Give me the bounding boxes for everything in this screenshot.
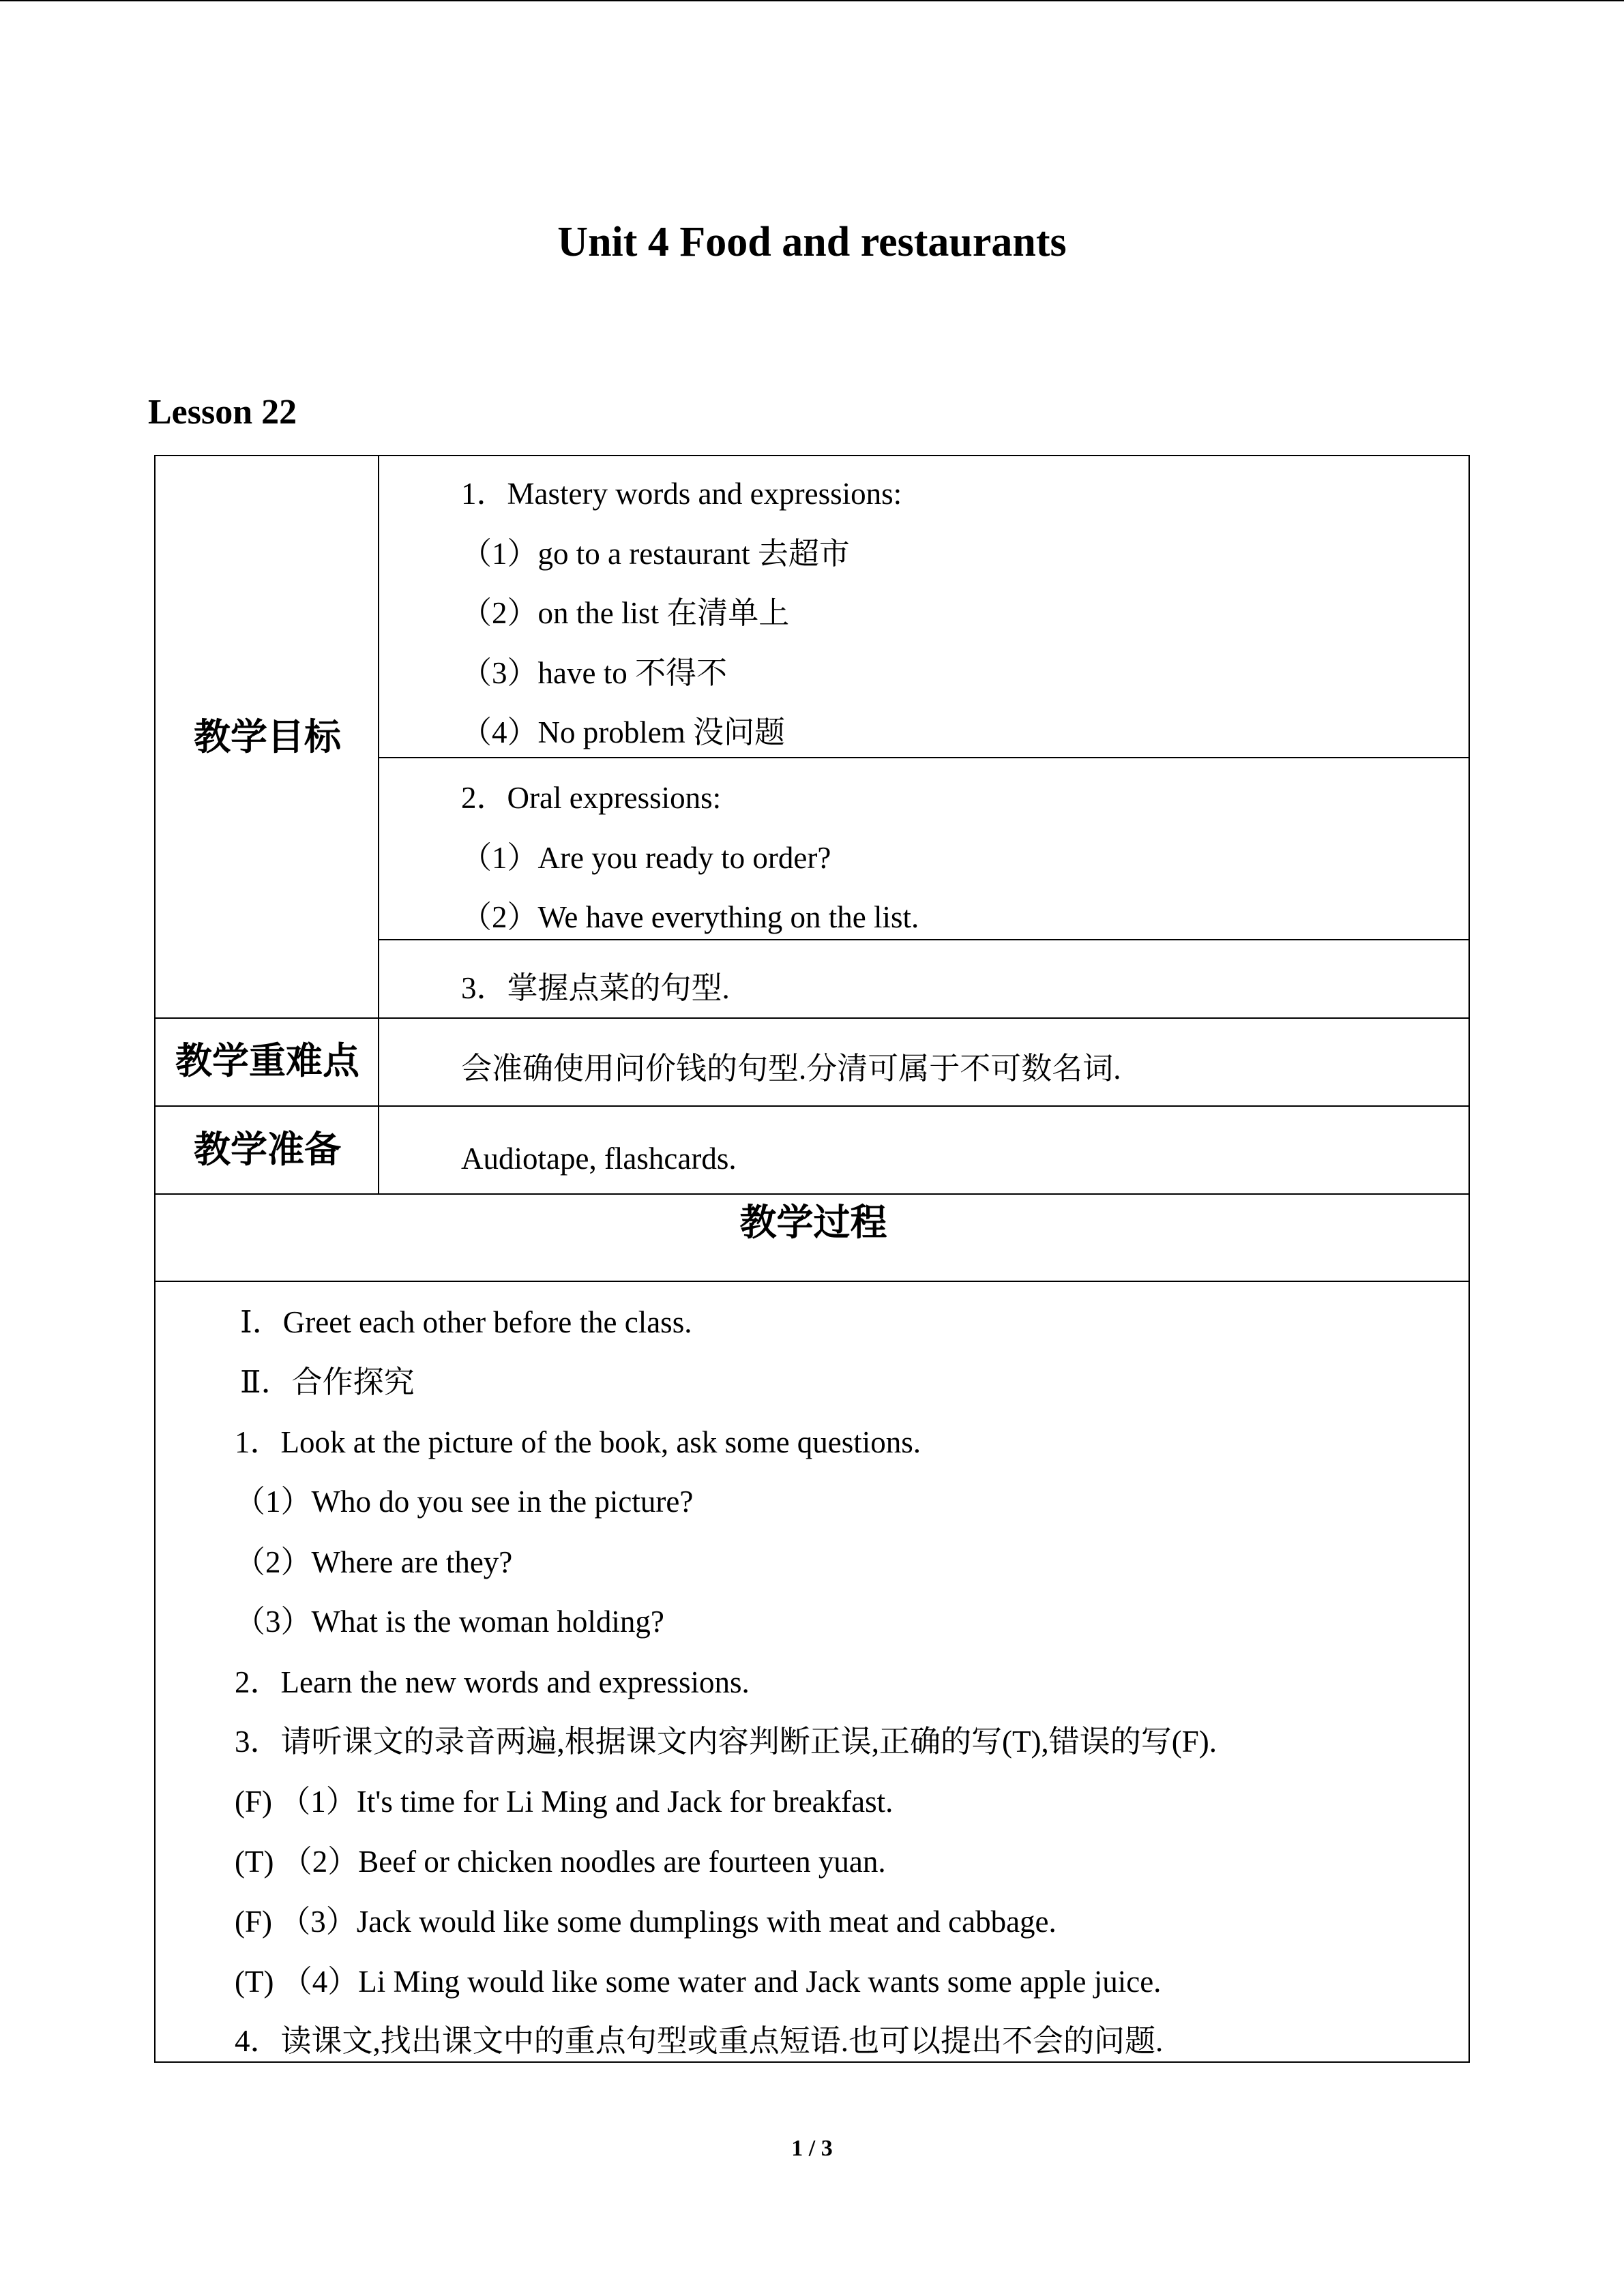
- objective-line: 2．Oral expressions:: [461, 781, 722, 815]
- objective-line: （2）We have everything on the list.: [461, 900, 919, 934]
- row-divider: [156, 1193, 1470, 1195]
- page-title: Unit 4 Food and restaurants: [557, 219, 1067, 265]
- process-line: （3）What is the woman holding?: [235, 1605, 664, 1639]
- process-line: (T) （2）Beef or chicken noodles are fourteen yuan.: [235, 1845, 886, 1879]
- objective-line: 3．掌握点菜的句型.: [461, 971, 730, 1005]
- lesson-heading: Lesson 22: [148, 393, 297, 432]
- objective-line: （1）Are you ready to order?: [461, 841, 831, 875]
- lesson-plan-table: [154, 455, 1470, 2063]
- row-divider: [378, 939, 1470, 940]
- page-number: 1 / 3: [791, 2136, 833, 2161]
- difficulties-text: 会准确使用问价钱的句型.分清可属于不可数名词.: [461, 1052, 1121, 1086]
- objective-line: （4）No problem 没问题: [461, 715, 785, 749]
- difficulties-label: 教学重难点: [175, 1039, 359, 1082]
- process-line: 2．Learn the new words and expressions.: [235, 1665, 750, 1699]
- process-line: Ⅰ．Greet each other before the class.: [240, 1305, 692, 1339]
- objectives-label: 教学目标: [194, 715, 341, 758]
- objective-line: （2）on the list 在清单上: [461, 596, 790, 630]
- process-line: 1．Look at the picture of the book, ask some questions.: [235, 1425, 921, 1459]
- row-divider: [156, 1281, 1470, 1282]
- row-divider: [156, 1105, 1470, 1107]
- process-line: (T) （4）Li Ming would like some water and Jack wants some apple juice.: [235, 1965, 1162, 1999]
- process-heading: 教学过程: [739, 1201, 887, 1244]
- process-line: （2）Where are they?: [235, 1545, 513, 1579]
- top-border-line: [0, 0, 1624, 1]
- objective-line: （1）go to a restaurant 去超市: [461, 537, 850, 571]
- process-line: 3．请听课文的录音两遍,根据课文内容判断正误,正确的写(T),错误的写(F).: [235, 1725, 1217, 1759]
- row-divider: [156, 1017, 1470, 1019]
- process-line: （1）Who do you see in the picture?: [235, 1485, 694, 1519]
- process-line: 4．读课文,找出课文中的重点句型或重点短语.也可以提出不会的问题.: [235, 2024, 1164, 2058]
- process-line: (F) （1）It's time for Li Ming and Jack for breakfast.: [235, 1785, 894, 1819]
- process-line: Ⅱ．合作探究: [240, 1365, 415, 1399]
- objective-line: 1．Mastery words and expressions:: [461, 477, 902, 511]
- objective-line: （3）have to 不得不: [461, 656, 727, 690]
- row-divider: [378, 757, 1470, 758]
- preparation-label: 教学准备: [194, 1128, 341, 1171]
- preparation-text: Audiotape, flashcards.: [461, 1142, 737, 1176]
- process-line: (F) （3）Jack would like some dumplings with meat and cabbage.: [235, 1905, 1057, 1939]
